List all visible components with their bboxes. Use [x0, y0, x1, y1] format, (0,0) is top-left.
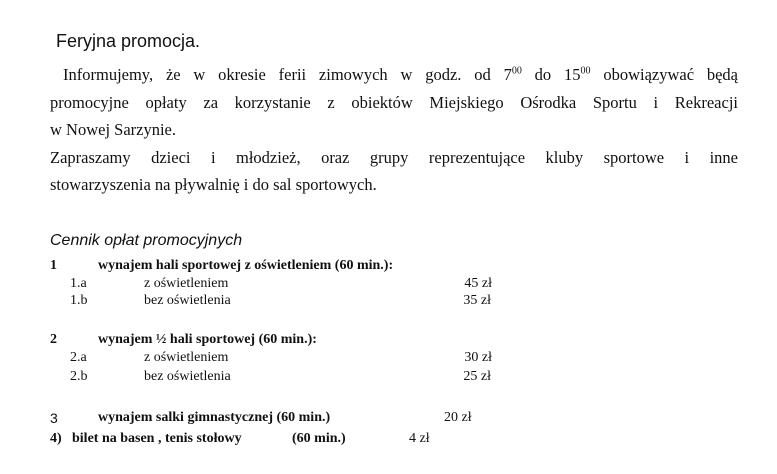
item-number: 2.a: [70, 350, 87, 365]
intro-line-5: stowarzyszenia na pływalnię i do sal sportowych.: [50, 175, 377, 194]
group-number: 1: [50, 258, 57, 273]
document-title: Feryjna promocja.: [56, 31, 201, 51]
item-number: 2.b: [70, 369, 88, 384]
intro-text: obowiązywać będą: [590, 65, 739, 84]
intro-line-1: [50, 61, 738, 89]
item-label: z oświetleniem: [144, 276, 229, 291]
item-label: bez oświetlenia: [144, 293, 231, 308]
group-number: 4): [50, 431, 62, 446]
group-label: bilet na basen , tenis stołowy: [72, 431, 242, 446]
item-price: 45 zł: [464, 276, 492, 291]
intro-text: do 15: [521, 65, 581, 84]
intro-text: Informujemy, że w okresie ferii zimowych w godz. od 7: [63, 65, 512, 84]
group-label: wynajem salki gimnastycznej (60 min.): [98, 410, 331, 425]
group-number: 3: [50, 410, 58, 426]
group-price: 4 zł: [409, 431, 430, 446]
superscript: 00: [580, 65, 591, 77]
group-label: wynajem hali sportowej z oświetleniem (60 min.):: [98, 258, 394, 273]
intro-line-3: w Nowej Sarzynie.: [50, 120, 177, 139]
item-price: 30 zł: [464, 350, 492, 365]
item-price: 35 zł: [463, 293, 491, 308]
item-label: z oświetleniem: [144, 350, 229, 365]
group-number: 2: [50, 332, 57, 347]
pricelist-heading: Cennik opłat promocyjnych: [50, 232, 243, 249]
superscript: 00: [511, 65, 522, 77]
group-duration: (60 min.): [292, 431, 346, 446]
intro-line-4: Zapraszamy dzieci i młodzież, oraz grupy reprezentujące kluby sportowe i inne: [50, 147, 738, 167]
intro-paragraph: [50, 61, 738, 199]
group-label: wynajem ½ hali sportowej (60 min.):: [98, 332, 317, 347]
item-label: bez oświetlenia: [144, 369, 231, 384]
item-price: 25 zł: [463, 369, 491, 384]
item-number: 1.b: [70, 293, 88, 308]
intro-line-2: promocyjne opłaty za korzystanie z obiektów Miejskiego Ośrodka Sportu i Rekreacji: [50, 92, 738, 112]
item-number: 1.a: [70, 276, 87, 291]
group-price: 20 zł: [444, 410, 472, 425]
